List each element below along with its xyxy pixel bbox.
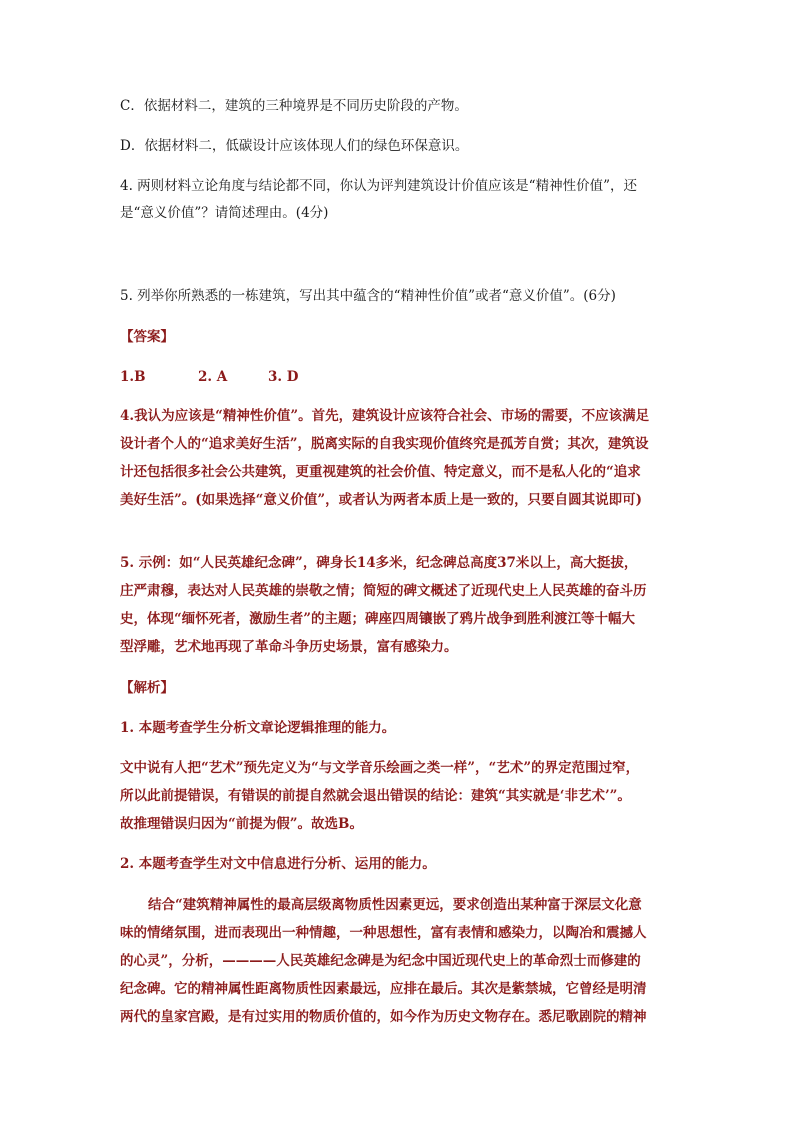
option-c: C．依据材料二，建筑的三种境界是不同历史阶段的产物。 — [120, 98, 468, 114]
analysis-heading: 【解析】 — [120, 680, 174, 696]
answer-choice-3: 3. D — [268, 369, 299, 385]
answer-choice-1: 1.B — [120, 369, 146, 385]
analysis-2-line-1: 结合“建筑精神属性的最高层级离物质性因素更远，要求创造出某种富于深层文化意 — [148, 897, 642, 913]
answer-choice-2: 2. A — [198, 369, 228, 385]
analysis-2-title: 2. 本题考查学生对文中信息进行分析、运用的能力。 — [120, 856, 436, 872]
analysis-1-line-3: 故推理错误归因为“前提为假”。故选B。 — [120, 816, 363, 832]
option-d: D．依据材料二，低碳设计应该体现人们的绿色环保意识。 — [120, 138, 469, 154]
answer-5-line-3: 史，体现“缅怀死者，激励生者”的主题；碑座四周镶嵌了鸦片战争到胜利渡江等十幅大 — [120, 611, 636, 627]
analysis-1-line-1: 文中说有人把“艺术”预先定义为“与文学音乐绘画之类一样”，“艺术”的界定范围过窄， — [120, 760, 640, 776]
analysis-1-line-2: 所以此前提错误，有错误的前提自然就会退出错误的结论：建筑“其实就是‘非艺术’”。 — [120, 788, 631, 804]
answer-5-line-2: 庄严肃穆，表达对人民英雄的崇敬之情；简短的碑文概述了近现代史上人民英雄的奋斗历 — [120, 583, 647, 599]
analysis-2-line-2: 味的情绪氛围，进而表现出一种情趣，一种思想性，富有表情和感染力，以陶冶和震撼人 — [120, 925, 647, 941]
question-4-line-2: 是“意义价值”？请简述理由。(4分) — [120, 205, 329, 221]
answer-4-line-2: 设计者个人的“追求美好生活”，脱离实际的自我实现价值终究是孤芳自赏；其次，建筑设 — [120, 436, 649, 452]
answer-4-line-1: 4.我认为应该是“精神性价值”。首先，建筑设计应该符合社会、市场的需要，不应该满足 — [120, 408, 650, 424]
answer-5-line-1: 5. 示例：如“人民英雄纪念碑”，碑身长14多米，纪念碑总高度37米以上，高大挺拔， — [120, 555, 638, 571]
answer-4-line-4: 美好生活”。(如果选择“意义价值”，或者认为两者本质上是一致的，只要自圆其说即可) — [120, 492, 643, 508]
analysis-2-line-3: 的心灵”，分析，————人民英雄纪念碑是为纪念中国近现代史上的革命烈士而修建的 — [120, 953, 641, 969]
analysis-1-title: 1. 本题考查学生分析文章论逻辑推理的能力。 — [120, 720, 396, 736]
analysis-2-line-5: 两代的皇家宫殿，是有过实用的物质价值的，如今作为历史文物存在。悉尼歌剧院的精神 — [120, 1009, 647, 1025]
question-4-line-1: 4. 两则材料立论角度与结论都不同，你认为评判建筑设计价值应该是“精神性价值”，还 — [120, 178, 637, 194]
question-5: 5. 列举你所熟悉的一栋建筑，写出其中蕴含的“精神性价值”或者“意义价值”。(6分) — [120, 288, 616, 304]
answer-5-line-4: 型浮雕，艺术地再现了革命斗争历史场景，富有感染力。 — [120, 639, 458, 655]
analysis-2-line-4: 纪念碑。它的精神属性距离物质性因素最远，应排在最后。其次是紫禁城，它曾经是明清 — [120, 981, 647, 997]
answer-4-line-3: 计还包括很多社会公共建筑，更重视建筑的社会价值、特定意义，而不是私人化的“追求 — [120, 464, 641, 480]
answer-heading: 【答案】 — [120, 329, 174, 345]
